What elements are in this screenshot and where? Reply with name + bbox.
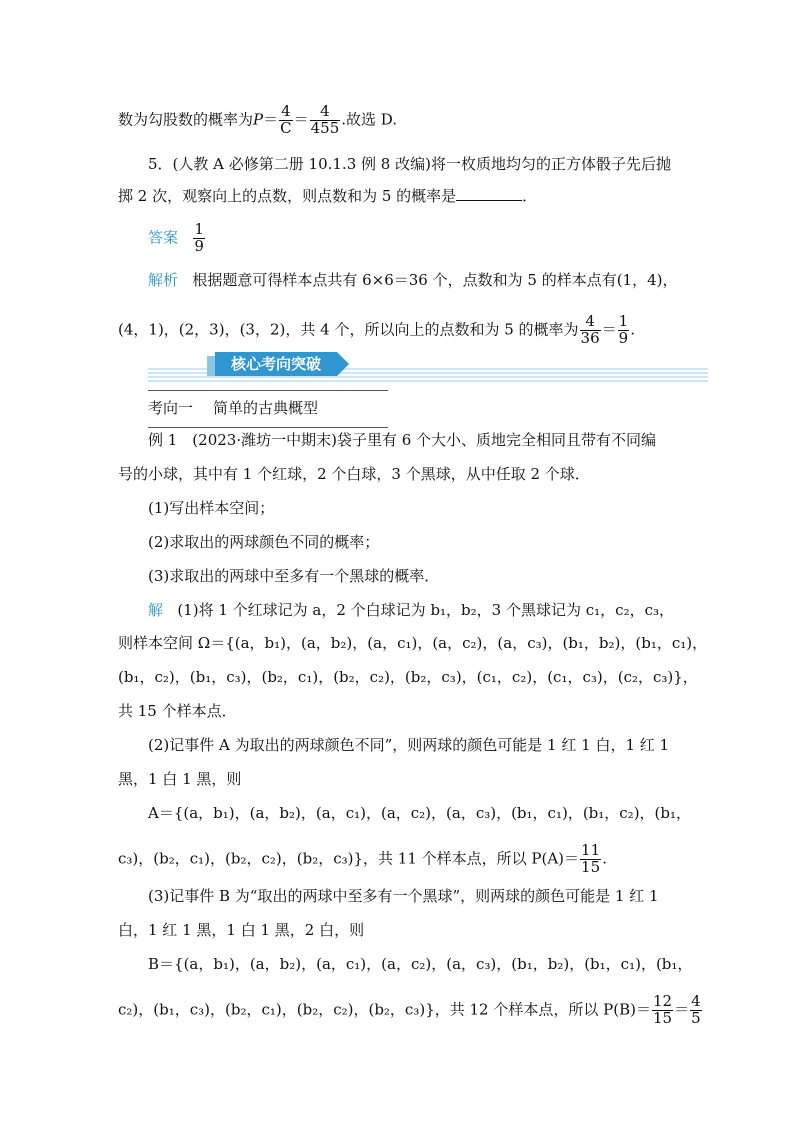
part3-line2: 白，1 红 1 黑，1 白 1 黑，2 白，则 bbox=[118, 921, 365, 939]
q5-line1: 5．(人教 A 必修第二册 10.1.3 例 8 改编)将一枚质地均匀的正方体骰子先后抛 bbox=[148, 155, 671, 173]
jiexi-line2 bbox=[118, 314, 635, 347]
answer-num: 1 bbox=[194, 220, 204, 238]
part3-fraction-2 bbox=[690, 994, 702, 1027]
section-title: 核心考向突破 bbox=[215, 352, 337, 376]
topic-label: 考向一 bbox=[148, 399, 194, 417]
q5-line2-end: ． bbox=[522, 187, 538, 205]
part3-f2-num: 4 bbox=[691, 992, 701, 1010]
fraction-1 bbox=[279, 104, 292, 137]
solution-label: 解 bbox=[148, 601, 164, 619]
intro-text: 数为勾股数的概率为 bbox=[118, 110, 254, 129]
fraction-2 bbox=[310, 104, 341, 137]
part2-num: 11 bbox=[581, 841, 601, 859]
example-q3: (3)求取出的两球中至多有一个黑球的概率． bbox=[148, 567, 440, 585]
equals: ＝ bbox=[263, 110, 279, 129]
solution-text-1: (1)将 1 个红球记为 a，2 个白球记为 b₁，b₂，3 个黑球记为 c₁，c₂，c₃， bbox=[177, 601, 675, 619]
part3-f1-num: 12 bbox=[652, 992, 673, 1010]
part2-fraction bbox=[580, 843, 601, 876]
solution-line2: 则样本空间 Ω＝{(a，b₁)，(a，b₂)，(a，c₁)，(a，c₂)，(a，c₃)，(b₁，b₂)，(b₁，c₁)， bbox=[118, 634, 708, 652]
example-line1: 例 1 (2023·潍坊一中期末)袋子里有 6 个大小、质地完全相同且带有不同编 bbox=[148, 431, 657, 449]
jiexi-text-2: (4，1)，(2，3)，(3，2)，共 4 个，所以向上的点数和为 5 的概率为 bbox=[118, 320, 579, 339]
part3-line3: B＝{(a，b₁)，(a，b₂)，(a，c₁)，(a，c₂)，(a，c₃)，(b₁，b₂)，(b₁，c₁)，(b₁， bbox=[148, 955, 693, 973]
jiexi-f2-den: 9 bbox=[618, 328, 629, 347]
topic-title: 简单的古典概型 bbox=[213, 399, 319, 417]
part2-line4 bbox=[118, 843, 607, 876]
prob-var: P bbox=[253, 110, 264, 129]
fraction-1-num: 4 bbox=[281, 102, 291, 120]
part3-fraction-1 bbox=[652, 994, 673, 1027]
jiexi-f1-num: 4 bbox=[580, 314, 601, 331]
part2-line2: 黑，1 白 1 黑，则 bbox=[118, 770, 242, 788]
answer-den: 9 bbox=[194, 236, 204, 255]
answer-label: 答案 bbox=[148, 228, 179, 247]
fraction-2-num: 4 bbox=[310, 104, 341, 121]
jiexi-fraction-2 bbox=[618, 314, 630, 347]
jiexi-line1 bbox=[148, 270, 677, 290]
q5-line2-text: 掷 2 次，观察向上的点数，则点数和为 5 的概率是 bbox=[118, 187, 457, 205]
jiexi-f1-den: 36 bbox=[580, 328, 600, 347]
jiexi-fraction-1 bbox=[580, 314, 601, 347]
part3-f1-den: 15 bbox=[652, 1008, 673, 1027]
part2-den: 15 bbox=[581, 857, 601, 876]
answer-blank bbox=[456, 186, 522, 201]
equals-2: ＝ bbox=[293, 110, 309, 129]
part3-text-4: c₂)，(b₁，c₃)，(b₂，c₁)，(b₂，c₂)，(b₂，c₃)}，共 12 个样本点，所以 P(B)＝ bbox=[118, 1000, 651, 1019]
example-q2: (2)求取出的两球颜色不同的概率； bbox=[148, 533, 380, 551]
part2-text-4: c₃)，(b₂，c₁)，(b₂，c₂)，(b₂，c₃)}，共 11 个样本点，所以 P(A)＝ bbox=[118, 849, 580, 868]
jiexi-label: 解析 bbox=[148, 271, 179, 289]
part2-line1: (2)记事件 A 为取出的两球颜色不同”，则两球的颜色可能是 1 红 1 白，1 红 1 bbox=[148, 736, 670, 754]
part3-f2-den: 5 bbox=[691, 1008, 701, 1027]
intro-tail: .故选 D. bbox=[341, 110, 398, 129]
fraction-2-den: 455 bbox=[310, 118, 340, 137]
part3-line1: (3)记事件 B 为“取出的两球中至多有一个黑球”，则两球的颜色可能是 1 红 1 bbox=[148, 887, 659, 905]
part3-line4 bbox=[118, 994, 703, 1027]
part2-line3: A＝{(a，b₁)，(a，b₂)，(a，c₁)，(a，c₂)，(a，c₃)，(b₁，c₁)，(b₁，c₂)，(b₁， bbox=[148, 804, 692, 822]
intro-line bbox=[118, 104, 397, 137]
q5-line2 bbox=[118, 186, 537, 206]
answer-line bbox=[148, 222, 206, 255]
solution-line1 bbox=[148, 600, 674, 620]
fraction-1-den: C bbox=[280, 118, 292, 137]
jiexi-tail: . bbox=[630, 320, 635, 339]
jiexi-f2-num: 1 bbox=[618, 312, 629, 330]
jiexi-text-1: 根据题意可得样本点共有 6×6＝36 个，点数和为 5 的样本点有(1，4)， bbox=[192, 271, 678, 289]
solution-line4: 共 15 个样本点． bbox=[118, 702, 237, 720]
jiexi-eq: ＝ bbox=[601, 320, 617, 339]
example-q1: (1)写出样本空间； bbox=[148, 499, 275, 517]
solution-line3: (b₁，c₂)，(b₁，c₃)，(b₂，c₁)，(b₂，c₂)，(b₂，c₃)，(c₁，c₂)，(c₁，c₃)，(c₂，c₃)}， bbox=[118, 668, 698, 686]
part3-eq: ＝ bbox=[674, 1000, 690, 1019]
part2-tail: . bbox=[602, 849, 607, 868]
example-line2: 号的小球，其中有 1 个红球，2 个白球，3 个黑球，从中任取 2 个球． bbox=[118, 465, 590, 483]
answer-fraction bbox=[193, 222, 205, 255]
